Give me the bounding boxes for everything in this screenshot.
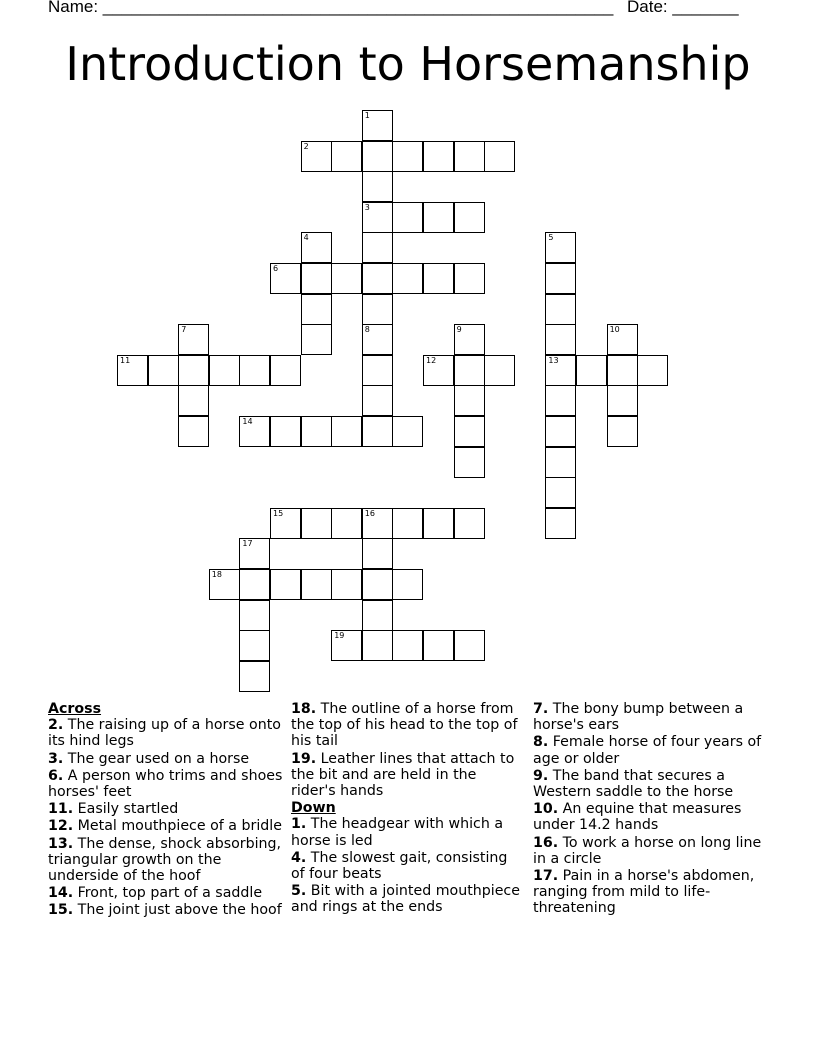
across-clue-3 (48, 751, 284, 767)
crossword-cell[interactable] (454, 508, 485, 539)
clue-text: A person who trims and shoes horses' feet (48, 767, 283, 801)
crossword-cell[interactable] (239, 416, 270, 447)
crossword-cell[interactable] (331, 141, 362, 172)
clue-number: 10. (533, 801, 559, 818)
crossword-cell[interactable] (454, 202, 485, 233)
cell-number: 9 (456, 325, 462, 335)
cell-number: 12 (426, 355, 437, 365)
clue-number: 6. (48, 767, 64, 784)
clue-number: 5. (291, 883, 307, 900)
crossword-cell[interactable] (362, 232, 393, 263)
clue-text: The dense, shock absorbing, triangular growth on the underside of the hoof (48, 835, 282, 885)
crossword-cell[interactable] (270, 416, 301, 447)
crossword-cell[interactable] (362, 569, 393, 600)
crossword-cell[interactable] (178, 416, 209, 447)
down-clue-16 (533, 835, 765, 867)
crossword-cell[interactable] (362, 141, 393, 172)
crossword-cell[interactable] (454, 447, 485, 478)
crossword-cell[interactable] (484, 141, 515, 172)
crossword-cell[interactable] (270, 355, 301, 386)
across-clue-15 (48, 902, 284, 918)
crossword-cell[interactable] (301, 416, 332, 447)
clue-text: To work a horse on long line in a circle (533, 834, 762, 867)
cell-number: 7 (181, 325, 187, 335)
crossword-cell[interactable] (331, 263, 362, 294)
crossword-cell[interactable] (545, 324, 576, 355)
crossword-cell[interactable] (362, 294, 393, 325)
clue-number: 13. (48, 835, 74, 852)
crossword-cell[interactable] (392, 569, 423, 600)
crossword-cell[interactable] (362, 508, 393, 539)
crossword-cell[interactable] (454, 355, 485, 386)
crossword-cell[interactable] (362, 385, 393, 416)
crossword-cell[interactable] (545, 447, 576, 478)
crossword-cell[interactable] (270, 569, 301, 600)
page-title: Introduction to Horsemanship (65, 37, 751, 91)
down-clue-4 (291, 850, 523, 882)
clue-number: 19. (291, 750, 317, 767)
clue-number: 17. (533, 868, 559, 885)
crossword-cell[interactable] (392, 141, 423, 172)
crossword-cell[interactable] (454, 263, 485, 294)
clue-text: Bit with a jointed mouthpiece and rings at the ends (291, 883, 520, 916)
name-field-line: Name: ______________________________________________________ (48, 0, 614, 16)
clue-text: Easily startled (77, 801, 179, 818)
clue-number: 8. (533, 734, 549, 751)
crossword-cell[interactable] (423, 202, 454, 233)
crossword-cell[interactable] (331, 630, 362, 661)
cell-number: 2 (303, 141, 309, 151)
crossword-cell[interactable] (331, 569, 362, 600)
crossword-cell[interactable] (209, 569, 240, 600)
crossword-cell[interactable] (423, 141, 454, 172)
clue-number: 4. (291, 849, 307, 866)
cell-number: 1 (364, 111, 370, 120)
clue-text: Female horse of four years of age or older (533, 734, 762, 767)
crossword-cell[interactable] (270, 508, 301, 539)
clue-text: The outline of a horse from the top of his head to the top of his tail (291, 701, 518, 750)
clue-text: Leather lines that attach to the bit and are held in the rider's hands (291, 750, 515, 800)
crossword-cell[interactable] (209, 355, 240, 386)
cell-number: 11 (120, 355, 131, 365)
clue-number: 11. (48, 801, 74, 818)
crossword-cell[interactable] (301, 294, 332, 325)
crossword-cell[interactable] (331, 416, 362, 447)
crossword-cell[interactable] (454, 385, 485, 416)
clue-number: 3. (48, 750, 64, 767)
clue-number: 15. (48, 902, 74, 919)
clue-text: The bony bump between a horse's ears (533, 701, 744, 734)
down-clue-9 (533, 768, 765, 800)
crossword-cell[interactable] (148, 355, 179, 386)
cell-number: 3 (364, 202, 370, 212)
cell-number: 10 (609, 325, 620, 335)
crossword-cell[interactable] (301, 569, 332, 600)
crossword-cell[interactable] (423, 263, 454, 294)
crossword-cell[interactable] (301, 508, 332, 539)
clue-number: 9. (533, 767, 549, 784)
crossword-cell[interactable] (362, 324, 393, 355)
crossword-cell[interactable] (545, 385, 576, 416)
clue-text: The gear used on a horse (67, 750, 250, 767)
across-clue-14 (48, 885, 284, 901)
crossword-cell[interactable] (178, 385, 209, 416)
clue-text: Front, top part of a saddle (77, 885, 263, 902)
crossword-cell[interactable] (362, 202, 393, 233)
clues-column-2 (291, 701, 523, 917)
clue-number: 16. (533, 834, 559, 851)
crossword-cell[interactable] (117, 355, 148, 386)
crossword-cell[interactable] (301, 232, 332, 263)
crossword-cell[interactable] (637, 355, 668, 386)
cell-number: 17 (242, 539, 253, 549)
across-clue-2 (48, 717, 284, 749)
clue-number: 12. (48, 818, 74, 835)
crossword-cell[interactable] (607, 416, 638, 447)
crossword-cell[interactable] (484, 355, 515, 386)
across-clue-11 (48, 801, 284, 817)
down-clue-10 (533, 801, 765, 833)
crossword-cell[interactable] (423, 630, 454, 661)
clues-column-3 (533, 701, 765, 918)
across-clue-13 (48, 836, 284, 885)
cell-number: 5 (548, 233, 554, 243)
cell-number: 6 (273, 264, 279, 273)
crossword-cell[interactable] (392, 508, 423, 539)
crossword-cell[interactable] (301, 141, 332, 172)
crossword-cell[interactable] (545, 263, 576, 294)
down-clue-8 (533, 734, 765, 766)
crossword-cell[interactable] (545, 416, 576, 447)
clue-text: The band that secures a Western saddle to the horse (533, 767, 734, 801)
crossword-cell[interactable] (239, 661, 270, 692)
crossword-cell[interactable] (239, 600, 270, 631)
clues-column-1 (48, 701, 284, 920)
clue-text: The joint just above the hoof (77, 902, 282, 919)
crossword-cell[interactable] (362, 263, 393, 294)
crossword-cell[interactable] (607, 324, 638, 355)
cell-number: 18 (211, 570, 222, 579)
clue-number: 14. (48, 885, 74, 902)
crossword-cell[interactable] (392, 630, 423, 661)
crossword-cell[interactable] (362, 600, 393, 631)
crossword-cell[interactable] (362, 110, 393, 141)
crossword-cell[interactable] (301, 324, 332, 355)
crossword-cell[interactable] (239, 538, 270, 569)
down-clue-7 (533, 701, 765, 733)
crossword-cell[interactable] (301, 263, 332, 294)
clue-text: The headgear with which a horse is led (291, 816, 504, 849)
crossword-cell[interactable] (454, 324, 485, 355)
cell-number: 15 (273, 508, 284, 518)
crossword-cell[interactable] (423, 508, 454, 539)
crossword-cell[interactable] (545, 508, 576, 539)
crossword-cell[interactable] (545, 477, 576, 508)
crossword-cell[interactable] (454, 630, 485, 661)
date-field-line: Date: _______ (627, 0, 739, 16)
crossword-cell[interactable] (331, 508, 362, 539)
crossword-cell[interactable] (607, 355, 638, 386)
crossword-cell[interactable] (178, 355, 209, 386)
crossword-cell[interactable] (545, 355, 576, 386)
clue-text: The slowest gait, consisting of four beats (291, 849, 508, 883)
crossword-cell[interactable] (362, 355, 393, 386)
across-clue-6 (48, 768, 284, 800)
down-clue-5 (291, 883, 523, 915)
crossword-cell[interactable] (270, 263, 301, 294)
cell-number: 16 (364, 508, 375, 518)
clue-text: An equine that measures under 14.2 hands (533, 801, 742, 834)
crossword-cell[interactable] (454, 141, 485, 172)
across-heading: Across (48, 701, 102, 717)
across-clue-12 (48, 818, 284, 834)
clue-number: 2. (48, 717, 64, 734)
crossword-cell[interactable] (239, 630, 270, 661)
crossword-cell[interactable] (392, 416, 423, 447)
clue-number: 18. (291, 701, 317, 717)
clue-number: 7. (533, 701, 549, 717)
cell-number: 13 (548, 355, 559, 365)
crossword-cell[interactable] (178, 324, 209, 355)
across-clue-19 (291, 751, 523, 800)
crossword-cell[interactable] (362, 171, 393, 202)
clue-number: 1. (291, 816, 307, 833)
crossword-cell[interactable] (239, 569, 270, 600)
clue-text: Pain in a horse's abdomen, ranging from mild to life-threatening (533, 868, 755, 917)
down-heading: Down (291, 800, 336, 817)
crossword-cell[interactable] (362, 630, 393, 661)
crossword-cell[interactable] (239, 355, 270, 386)
crossword-cell[interactable] (362, 538, 393, 569)
clue-text: The raising up of a horse onto its hind legs (48, 717, 281, 750)
down-clue-17 (533, 868, 765, 917)
cell-number: 4 (303, 233, 309, 243)
crossword-cell[interactable] (362, 416, 393, 447)
crossword-cell[interactable] (454, 416, 485, 447)
across-clue-18 (291, 701, 523, 750)
cell-number: 8 (364, 325, 370, 335)
cell-number: 14 (242, 417, 253, 426)
crossword-cell[interactable] (423, 355, 454, 386)
crossword-cell[interactable] (576, 355, 607, 386)
clue-text: Metal mouthpiece of a bridle (77, 818, 282, 835)
crossword-cell[interactable] (392, 202, 423, 233)
crossword-cell[interactable] (545, 232, 576, 263)
crossword-cell[interactable] (607, 385, 638, 416)
down-clue-1 (291, 816, 523, 848)
crossword-cell[interactable] (392, 263, 423, 294)
cell-number: 19 (334, 631, 345, 641)
crossword-cell[interactable] (545, 294, 576, 325)
